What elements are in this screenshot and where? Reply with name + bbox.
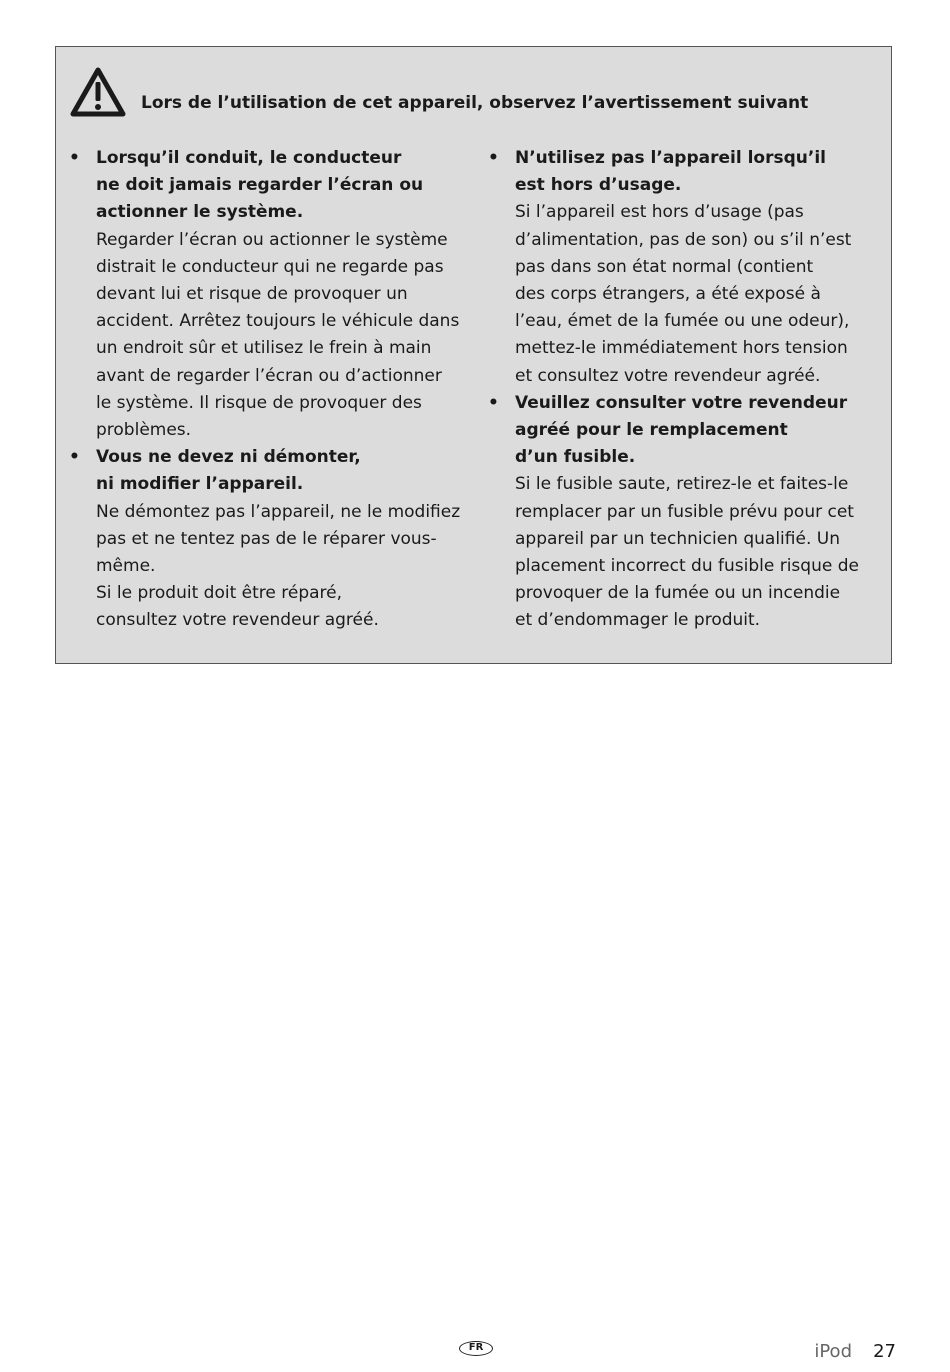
warning-item-title: Vous ne devez ni démonter, ni modifier l’appareil.	[96, 447, 361, 495]
warning-column-left	[69, 145, 464, 635]
warning-column-right	[488, 145, 880, 635]
bullet: •	[488, 392, 499, 413]
warning-item-title: Lorsqu’il conduit, le conducteur ne doit jamais regarder l’écran ou actionner le système.	[96, 148, 424, 223]
warning-item	[69, 145, 464, 444]
warning-item	[488, 145, 880, 390]
page-number: 27	[873, 1341, 896, 1362]
warning-item	[488, 390, 880, 635]
language-badge: FR	[459, 1341, 493, 1356]
warning-item-text: Si le fusible saute, retirez-le et faites-le remplacer par un fusible prévu pour cet appareil par un technicien qualifié. Un placement incorrect du fusible risque de provoquer de la fumée ou un incendie et d’endommager le produit.	[515, 474, 859, 631]
bullet: •	[69, 148, 80, 168]
bullet: •	[69, 447, 80, 468]
warning-item-text: Ne démontez pas l’appareil, ne le modifiez pas et ne tentez pas de le réparer vous- même. Si le produit doit être réparé, consultez votre revendeur agréé.	[96, 501, 461, 631]
product-name: iPod	[814, 1341, 852, 1362]
warning-heading: Lors de l’utilisation de cet appareil, observez l’avertissement suivant	[141, 93, 809, 113]
warning-item-title: N’utilisez pas l’appareil lorsqu’il est hors d’usage.	[515, 148, 826, 196]
warning-item-text: Regarder l’écran ou actionner le système distrait le conducteur qui ne regarde pas devant lui et risque de provoquer un accident. Arrêtez toujours le véhicule dans un endroit sûr et utilisez le frein à main avant de regarder l’écran ou d’actionner le système. Il risque de provoquer des problèmes.	[96, 229, 460, 441]
warning-item-title: Veuillez consulter votre revendeur agréé pour le remplacement d’un fusible.	[515, 392, 848, 468]
warning-item-text: Si l’appareil est hors d’usage (pas d’alimentation, pas de son) ou s’il n’est pas dans son état normal (contient des corps étrangers, a été exposé à l’eau, émet de la fumée ou une odeur), mettez-le immédiatement hors tension et consultez votre revendeur agréé.	[515, 202, 852, 386]
warning-box	[55, 46, 892, 664]
bullet: •	[488, 148, 499, 168]
warning-item	[69, 444, 464, 634]
warning-triangle-icon	[70, 67, 126, 117]
